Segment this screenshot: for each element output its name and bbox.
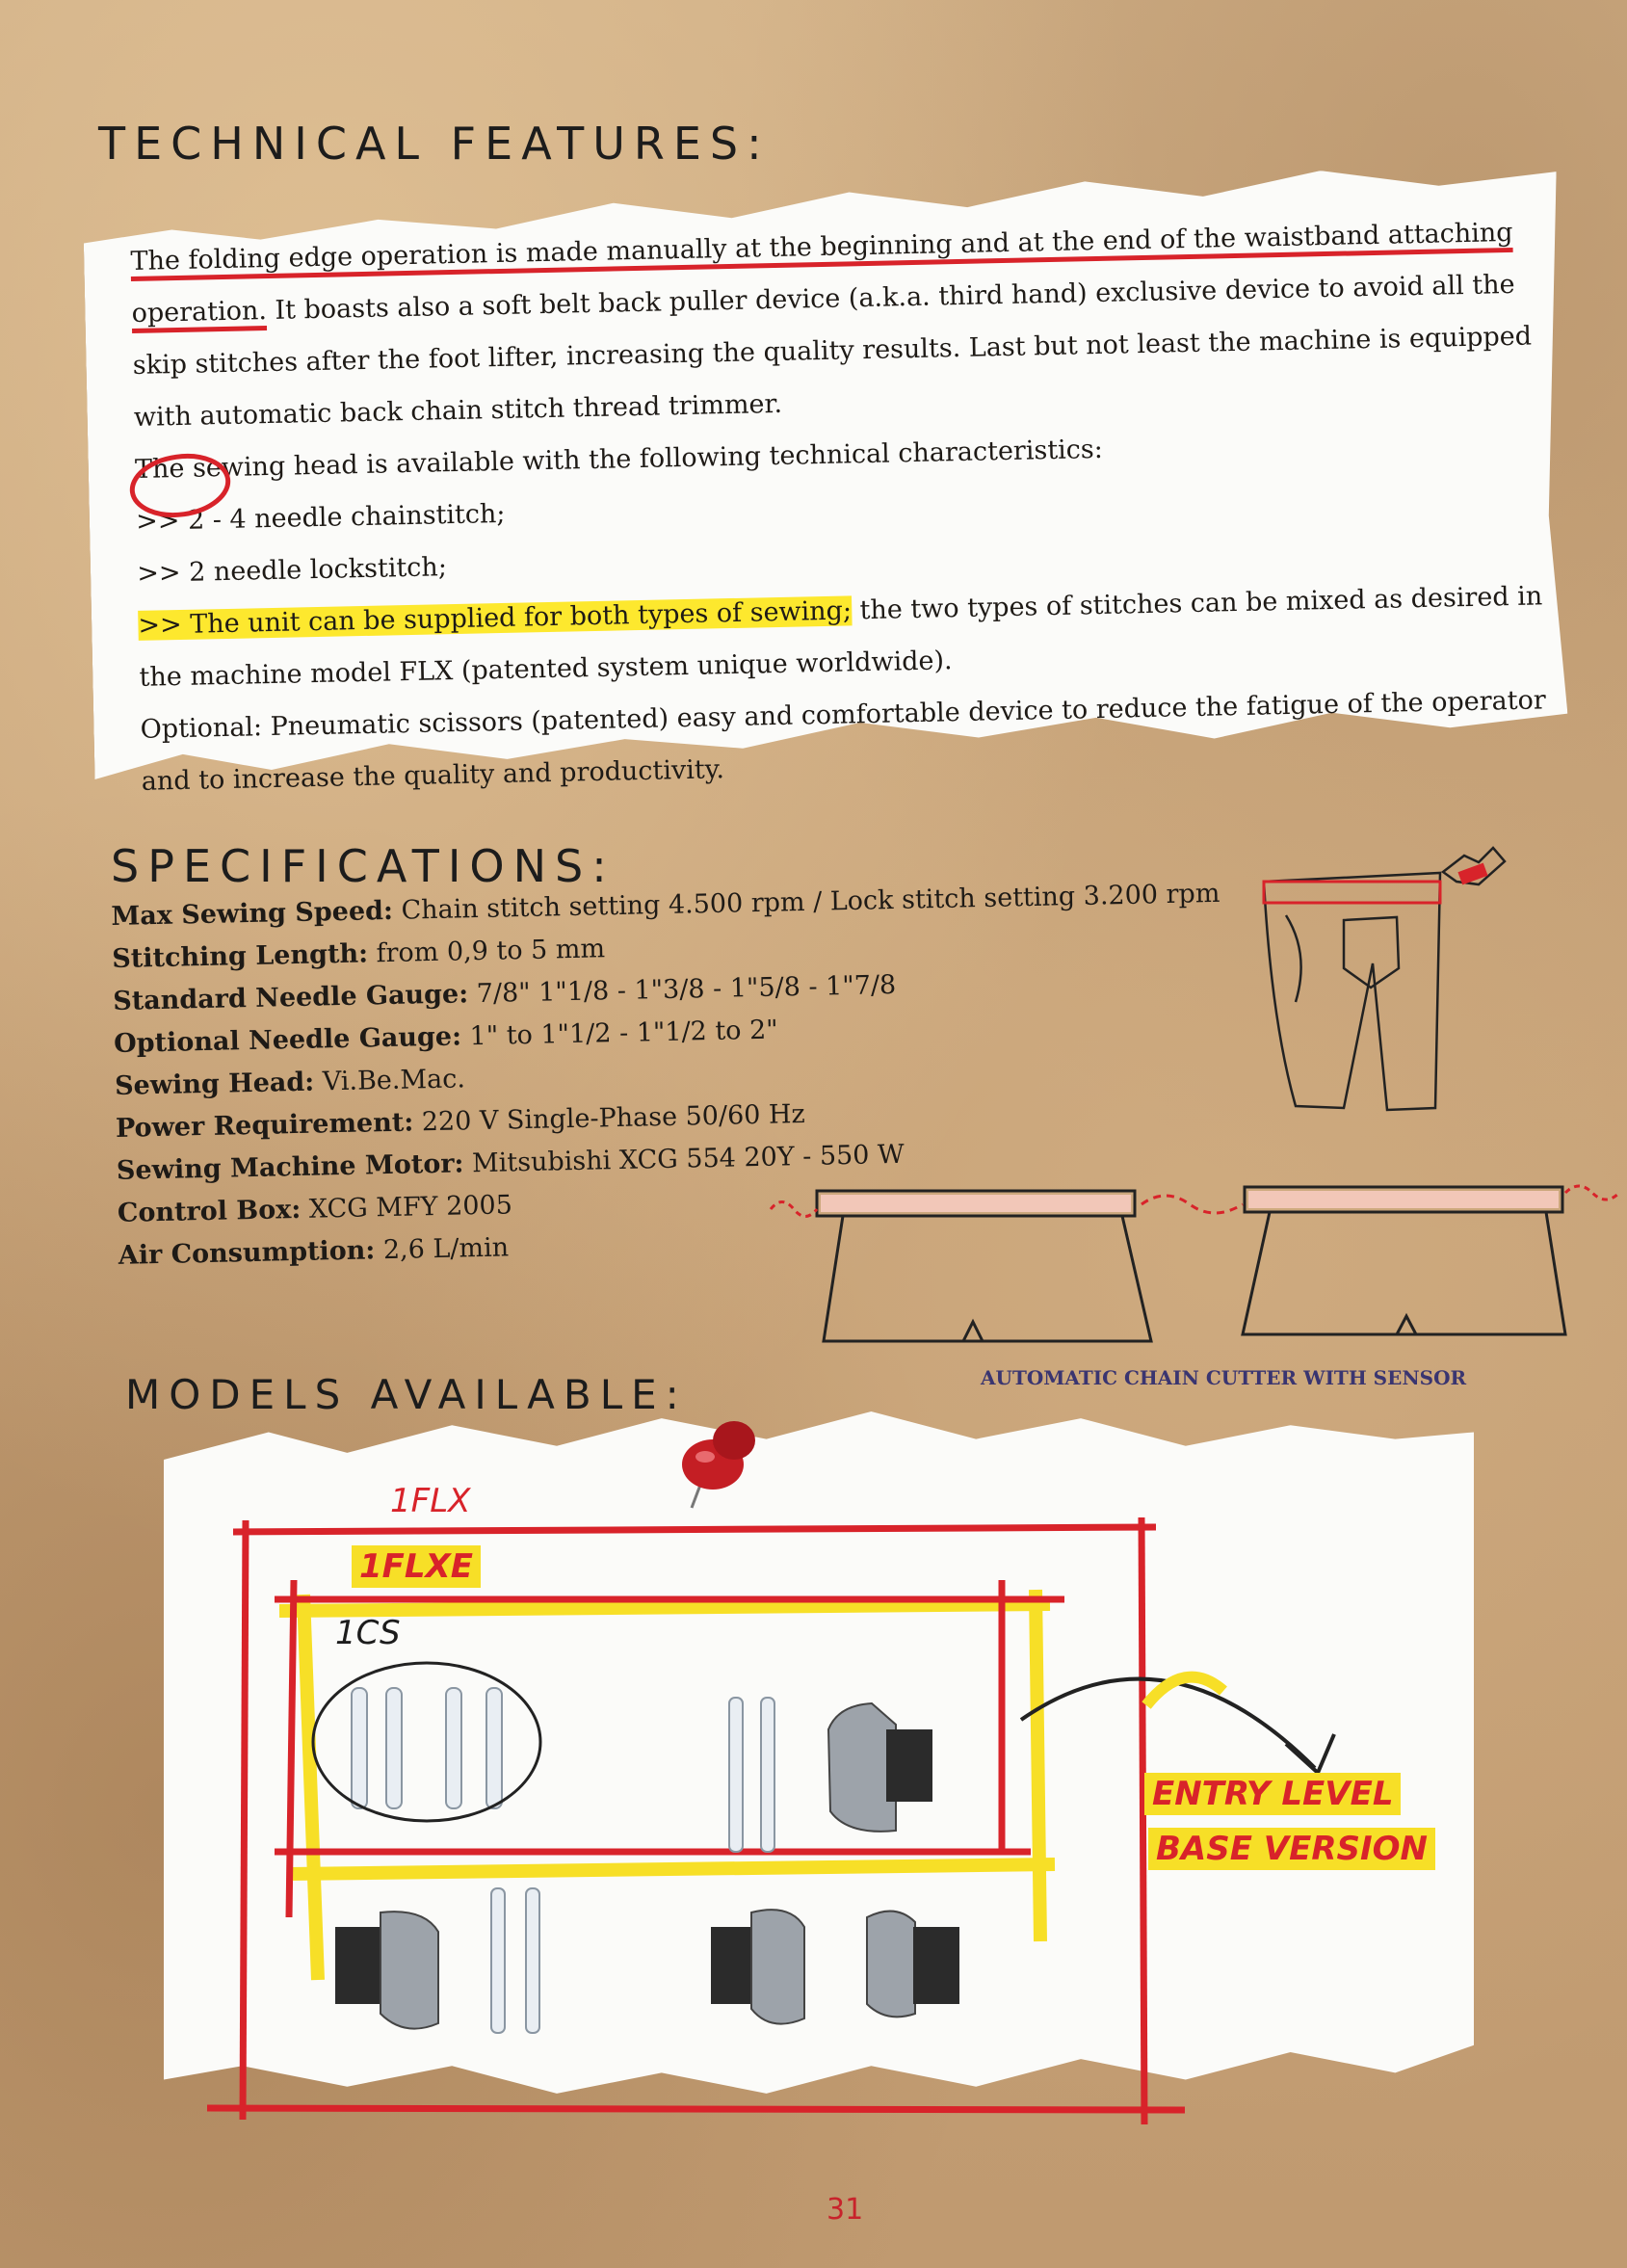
jeans-illustration-icon bbox=[1264, 848, 1505, 1110]
model-label-1flxe: 1FLXE bbox=[352, 1545, 481, 1588]
looper-icon bbox=[828, 1703, 932, 1832]
technical-item-1: >> 2 - 4 needle chainstitch; bbox=[135, 498, 506, 537]
entry-level-label: ENTRY LEVEL bbox=[1144, 1773, 1401, 1815]
spec-label: Power Requirement: bbox=[115, 1107, 414, 1144]
technical-features-title: TECHNICAL FEATURES: bbox=[98, 118, 771, 170]
spec-value: 2,6 L/min bbox=[382, 1232, 510, 1266]
needle-icons-2-bottom bbox=[491, 1888, 539, 2033]
spec-value: from 0,9 to 5 mm bbox=[376, 934, 606, 969]
spec-value: 220 V Single-Phase 50/60 Hz bbox=[421, 1098, 806, 1138]
model-label-1cs: 1CS bbox=[335, 1614, 401, 1652]
spec-label: Sewing Machine Motor: bbox=[116, 1148, 464, 1186]
underlined-sentence: The folding edge operation is made manually at the beginning and at the end of the waistband attaching operation. bbox=[130, 218, 1513, 333]
page-number: 31 bbox=[827, 2193, 864, 2227]
spec-label: Sewing Head: bbox=[114, 1067, 315, 1101]
push-pin-icon bbox=[682, 1421, 755, 1508]
waistband-diagram-icon bbox=[771, 1186, 1619, 1341]
red-marker-circle bbox=[128, 450, 231, 520]
spec-value: Chain stitch setting 4.500 rpm / Lock stitch setting 3.200 rpm bbox=[401, 878, 1220, 926]
arrow-head-icon bbox=[1286, 1734, 1334, 1773]
spec-label: Air Consumption: bbox=[118, 1235, 376, 1271]
specifications-title: SPECIFICATIONS: bbox=[111, 840, 616, 892]
spec-value: Vi.Be.Mac. bbox=[322, 1064, 466, 1097]
looper-icon-left bbox=[335, 1912, 438, 2028]
technical-paragraph-2: The sewing head is available with the following technical characteristics: bbox=[134, 434, 1104, 485]
model-label-1flx: 1FLX bbox=[390, 1482, 471, 1520]
hand-drawn-circle bbox=[313, 1663, 540, 1821]
spec-value: XCG MFY 2005 bbox=[308, 1190, 513, 1225]
item-3-rest: the two types of stitches can be mixed as desired in the machine model FLX (patented system unique worldwide). bbox=[139, 581, 1543, 693]
chain-cutter-caption: AUTOMATIC CHAIN CUTTER WITH SENSOR bbox=[981, 1366, 1467, 1389]
spec-label: Optional Needle Gauge: bbox=[113, 1021, 462, 1059]
spec-label: Stitching Length: bbox=[112, 938, 369, 974]
needle-icons-2 bbox=[729, 1698, 774, 1852]
looper-icons-pair bbox=[711, 1910, 959, 2023]
paragraph-1-rest: It boasts also a soft belt back puller device (a.k.a. third hand) exclusive device to avoid all the skip stitches after the foot lifter, increasing the quality results. Last but not least the machine is equipped with automatic back chain stitch thread trimmer. bbox=[132, 269, 1533, 433]
curved-arrow-icon bbox=[1021, 1679, 1315, 1768]
spec-label: Max Sewing Speed: bbox=[111, 895, 394, 932]
highlighted-phrase: >> The unit can be supplied for both types of sewing; bbox=[138, 595, 853, 641]
base-version-label: BASE VERSION bbox=[1148, 1828, 1435, 1870]
models-available-title: MODELS AVAILABLE: bbox=[125, 1371, 688, 1418]
spec-label: Control Box: bbox=[117, 1194, 302, 1228]
spec-value: 1" to 1"1/2 - 1"1/2 to 2" bbox=[469, 1015, 778, 1052]
needle-icons-4 bbox=[352, 1688, 502, 1808]
spec-value: Mitsubishi XCG 554 20Y - 550 W bbox=[471, 1139, 905, 1179]
technical-item-2: >> 2 needle lockstitch; bbox=[137, 552, 448, 589]
spec-value: 7/8" 1"1/8 - 1"3/8 - 1"5/8 - 1"7/8 bbox=[476, 969, 897, 1010]
technical-optional: Optional: Pneumatic scissors (patented) easy and comfortable device to reduce the fatigue of the operator and to increase the quality and productivity. bbox=[140, 685, 1547, 797]
spec-label: Standard Needle Gauge: bbox=[112, 979, 469, 1016]
